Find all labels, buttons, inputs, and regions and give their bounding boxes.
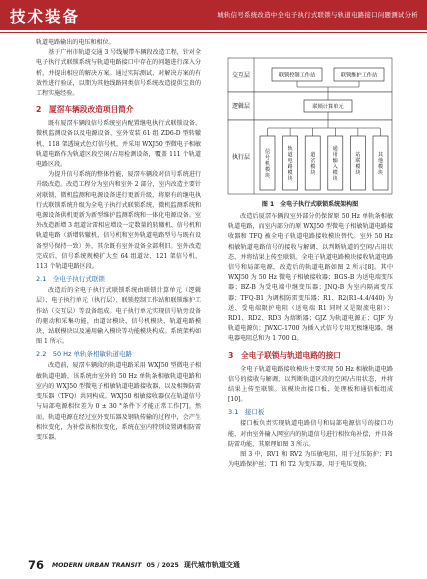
figure-caption: 图 1 全电子执行式联锁系统架构图 bbox=[261, 201, 359, 208]
magazine-name-cn: 现代城市轨道交通 bbox=[183, 561, 240, 569]
body-paragraph: 为提升信号系统的整体性能，厦滘车辆段对信号系统进行升级改造。改造工程分为室内和室外 2 部分，室内改造主要针对联锁、微机监测和电源设备进行更新升级，将原有的继电执行式联锁系统升级为全电子执行式联锁系统，微机监测系统和电源设备供机更新为新型维护监测系统和一体化电源设备。室外改造新增 3 组道岔雷相应增设一定数量的转辙机、信号机和轨道电路（新增转辙机、信号机和室外轨道电路型号与既有设备型号保持一致）外，其余既有室外设备全部利旧。室外改造完成后，信号系统规模扩大至 64 组道岔、121 架信号机、113 个轨道电路区段。 bbox=[36, 171, 201, 271]
layer-label-interaction: 交互层 bbox=[231, 72, 251, 79]
page-number: 76 bbox=[28, 558, 45, 572]
maintenance-workstation-label: 联锁维护工作站 bbox=[340, 72, 378, 79]
subsection-heading: 2.1 全电子执行式联锁 bbox=[36, 275, 105, 284]
body-paragraph: 图 3 中，RV1 和 RV2 为压敏电阻，用于过压防护；F1 为电路保护丝；T1 和 T2 为变压器，用于电压变换； bbox=[228, 451, 393, 469]
header-rule bbox=[0, 32, 427, 33]
issue-number: 05 / 2025 bbox=[146, 561, 179, 569]
module-label: 轨道电路模块 bbox=[287, 146, 293, 182]
running-title: 城轨信号系统改造中全电子执行式联锁与轨道电路接口问题测试分析 bbox=[217, 11, 418, 19]
architecture-diagram bbox=[226, 56, 394, 196]
header-band bbox=[0, 0, 427, 30]
section-heading: 3 全电子联锁与轨道电路的接口 bbox=[228, 350, 341, 360]
page-footer bbox=[28, 558, 240, 572]
body-paragraph: 接口板负责实现轨道电路信号和局部电源信号的接口功能，对由室外输入网室内的轨道信号进行相位角补偿，并具备防雷功能，其原理如图 3 所示。 bbox=[228, 420, 393, 448]
body-paragraph: 基于广州市轨道交通 3 号线履带车辆段改造工程，针对全电子执行式联锁系统与轨道电路接口中存在的问题进行深入分析，并提出相应的解决方案。通过实际测试、对解决方案的有效性进行验证，以期为其他线路同类信号系统改造提供宝贵的工程实施经验。 bbox=[36, 49, 201, 98]
section-heading: 2 厦滘车辆段改造项目简介 bbox=[36, 105, 134, 115]
module-label: 信号机模块 bbox=[264, 149, 271, 179]
body-paragraph: 轨道电路输出的电压和相位。 bbox=[36, 39, 115, 46]
body-paragraph: 全电子轨道电路接收模块主要实现 50 Hz 相敏轨道电路信号的接收与解调，以判断轨道区段的空闲/占用状态，并将结果上传至联锁。该模块由接口板、处理板和通信板组成[10]。 bbox=[228, 365, 393, 404]
section-title: 技术装备 bbox=[10, 8, 81, 26]
control-workstation-label: 联锁控制工作站 bbox=[278, 72, 316, 79]
layer-label-logic: 逻辑层 bbox=[231, 103, 251, 110]
module-label: 站联模块 bbox=[355, 152, 361, 176]
subsection-heading: 2.2 50 Hz 单轨条相敏轨道电路 bbox=[36, 350, 133, 359]
subsection-heading: 3.1 接口板 bbox=[228, 408, 265, 417]
interlocking-computer-label: 联锁计算单元 bbox=[312, 104, 344, 110]
body-paragraph: 改造后的全电子执行式联锁系统由联锁计算单元（逻辑层）、电子执行单元（执行层）、联锁控制工作站和联锁维护工作站（交互层）等设备组成。电子执行单元实现信号轨旁设备的驱动和采集功能，由道岔模块、信号机模块、轨道电路模块、站联模块以及通用输入模块等功能模块构成。系统架构如图 1 所示。 bbox=[36, 287, 201, 346]
magazine-name-en: MODERN URBAN TRANSIT bbox=[52, 561, 142, 569]
module-label: 通用输入模块 bbox=[332, 146, 338, 182]
body-paragraph: 改造前，厦滘车辆段的轨道电路采用 WXJ50 型微电子相敏轨道电路，该系统由室外的 50 Hz 单轨条相敏轨道电路和室内的 WXJ50 型微电子相敏轨道电路接收器，以及相频防雷变压器（TFQ）共同构成。WXJ50 相敏接收器仅在轨道信号与局部电源相位差为 0 ± 30 °条件下才能正常工作[7]。然而，轨道电源在经过室外变压器及钢轨传输的过程中，会产生相位变化，为补偿该相位变化，系统在室内特别设置调相防雷变压器。 bbox=[36, 362, 201, 441]
left-column bbox=[36, 38, 201, 443]
layer-label-execution: 执行层 bbox=[231, 154, 251, 161]
module-label: 其他模块 bbox=[377, 152, 384, 176]
body-paragraph: 既有厦滘车辆段信号系统室内配置继电执行式联锁设备、微机监测设备以及电源设备，室外安装 61 组 ZD6-D 型转辙机、118 架透镜式色灯信号机，并采用 WXJ50 型微电子相敏轨道电路作为轨道区段空闲/占用检测设备，覆盖 111 个轨道电路区段。 bbox=[36, 120, 201, 169]
body-paragraph: 改造后厦滘车辆段室外部分仍保留原 50 Hz 单轨条相敏轨道电路，而室内部分的原 WXJ50 型微电子相敏轨道电路接收器和 TFQ 被全电子轨道电路接收模块替代。室外 50 Hz 相敏轨道电路信号的接收与解调、以判断轨道的空闲/占用状态，并将结果上传至联锁。全电子轨道电路模块接收轨道电路信号和局部电源，改造后的轨道电路如图 2 所示[8]。其中 WXJ50 为 50 Hz 微电子相敏接收器；BGS-B 为送电端变压器；BZ-B 为受电端中继变压器；JNQ-B 为室内隔离变压器；TFQ-B1 为调相防雷变压器；R1、R2(R1-4.4/440) 为送、受电端限护电阻（送电端 R1 同时又是限流电阻）；RD1、RD2、RD3 为熔断器；GJZ 为轨道电源正；GJF 为轨道电源负；JWXC-1700 为插入式信号专用无极继电器，继电器电阻总和为 1 700 Ω。 bbox=[228, 213, 393, 343]
right-column bbox=[228, 212, 393, 470]
module-label: 道岔模块 bbox=[310, 152, 316, 176]
